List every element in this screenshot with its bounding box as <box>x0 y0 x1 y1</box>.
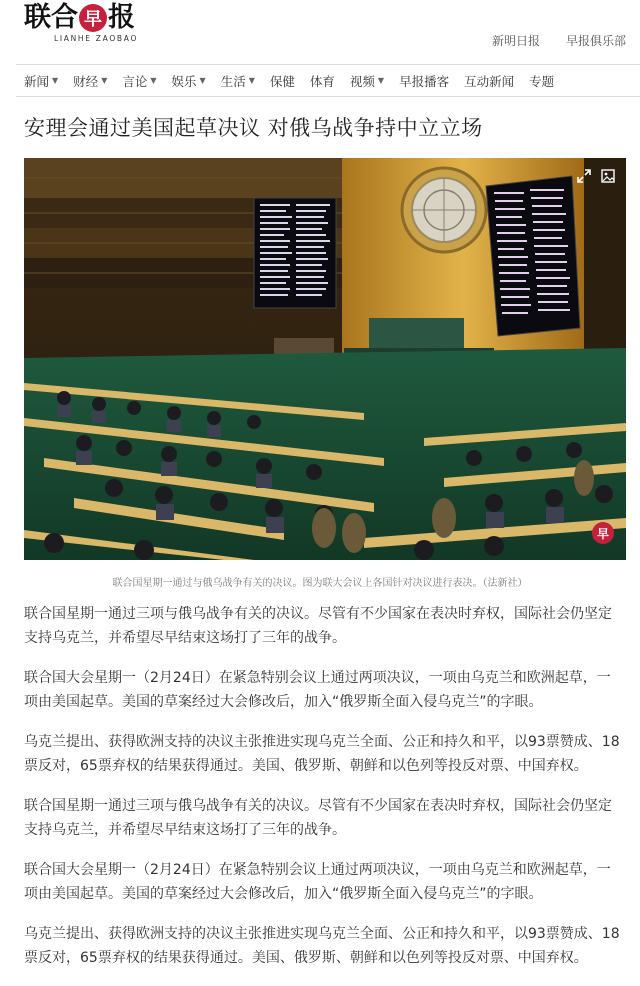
article-paragraph: 乌克兰提出、获得欧洲支持的决议主张推进实现乌克兰全面、公正和持久和平，以93票赞成、18票反对，65票弃权的结果获得通过。美国、俄罗斯、朝鲜和以色列等投反对票、中国弃权。 <box>24 926 620 966</box>
nav-item-finance[interactable] <box>73 72 107 90</box>
caret-down-icon: ▼ <box>101 76 108 85</box>
logo-subtitle: LIANHE ZAOBAO <box>54 34 139 43</box>
article-paragraph: 联合国大会星期一（2月24日）在紧急特别会议上通过两项决议，一项由乌克兰和欧洲起草，一项由美国起草。美国的草案经过大会修改后，加入“俄罗斯全面入侵乌克兰”的字眼。 <box>24 670 611 710</box>
nav-item-video[interactable] <box>350 72 384 90</box>
nav-label: 财经 <box>73 73 99 89</box>
article-image[interactable] <box>24 158 626 560</box>
nav-label: 娱乐 <box>171 73 197 89</box>
nav-item-sports[interactable] <box>310 72 335 90</box>
logo-char: 合 <box>51 2 78 33</box>
article-body <box>24 602 624 986</box>
nav-label: 新闻 <box>24 73 50 89</box>
header-links <box>492 32 626 49</box>
nav-item-news[interactable] <box>24 72 58 90</box>
article-paragraph: 乌克兰提出、获得欧洲支持的决议主张推进实现乌克兰全面、公正和持久和平，以93票赞成、18票反对，65票弃权的结果获得通过。美国、俄罗斯、朝鲜和以色列等投反对票、中国弃权。 <box>24 734 620 774</box>
nav-label: 早报播客 <box>399 73 450 89</box>
nav-label: 专题 <box>529 73 555 89</box>
header-link-zaobao-club[interactable]: 早报俱乐部 <box>565 34 626 48</box>
site-logo[interactable] <box>24 2 138 43</box>
site-header <box>0 0 640 58</box>
nav-item-entertainment[interactable] <box>172 72 206 90</box>
logo-char: 联 <box>24 2 51 33</box>
article-paragraph: 联合国大会星期一（2月24日）在紧急特别会议上通过两项决议，一项由乌克兰和欧洲起草，一项由美国起草。美国的草案经过大会修改后，加入“俄罗斯全面入侵乌克兰”的字眼。 <box>24 862 611 902</box>
caret-down-icon: ▼ <box>150 76 157 85</box>
image-caption: 联合国星期一通过与俄乌战争有关的决议。图为联大会议上各国针对决议进行表决。（法新社） <box>112 578 528 589</box>
article-paragraph: 联合国星期一通过三项与俄乌战争有关的决议。尽管有不少国家在表决时弃权，国际社会仍坚定支持乌克兰，并希望尽早结束这场打了三年的战争。 <box>24 798 612 838</box>
logo-char: 报 <box>108 2 135 33</box>
nav-label: 言论 <box>122 73 148 89</box>
nav-label: 体育 <box>309 73 335 89</box>
nav-label: 视频 <box>349 73 375 89</box>
nav-item-specials[interactable] <box>529 72 554 90</box>
zaobao-badge: 早 <box>592 522 614 544</box>
nav-item-opinion[interactable] <box>122 72 156 90</box>
caret-down-icon: ▼ <box>248 76 255 85</box>
main-nav <box>16 64 640 97</box>
caret-down-icon: ▼ <box>52 76 59 85</box>
expand-icon[interactable] <box>576 168 592 184</box>
caret-down-icon: ▼ <box>199 76 206 85</box>
article-title: 安理会通过美国起草决议 对俄乌战争持中立立场 <box>24 116 483 140</box>
un-assembly-photo <box>24 158 626 560</box>
nav-label: 互动新闻 <box>464 73 515 89</box>
gallery-icon[interactable] <box>600 168 616 184</box>
caret-down-icon: ▼ <box>377 76 385 85</box>
nav-item-podcast[interactable] <box>399 72 449 90</box>
nav-item-health[interactable] <box>270 72 295 90</box>
nav-label: 保健 <box>269 73 295 89</box>
logo-wordmark <box>24 2 138 34</box>
nav-item-interactive[interactable] <box>464 72 514 90</box>
nav-item-lifestyle[interactable] <box>221 72 255 90</box>
logo-seal: 早 <box>79 4 107 32</box>
nav-label: 生活 <box>220 73 246 89</box>
article-paragraph: 联合国星期一通过三项与俄乌战争有关的决议。尽管有不少国家在表决时弃权，国际社会仍坚定支持乌克兰，并希望尽早结束这场打了三年的战争。 <box>24 606 612 646</box>
header-link-xinming[interactable]: 新明日报 <box>491 34 540 48</box>
